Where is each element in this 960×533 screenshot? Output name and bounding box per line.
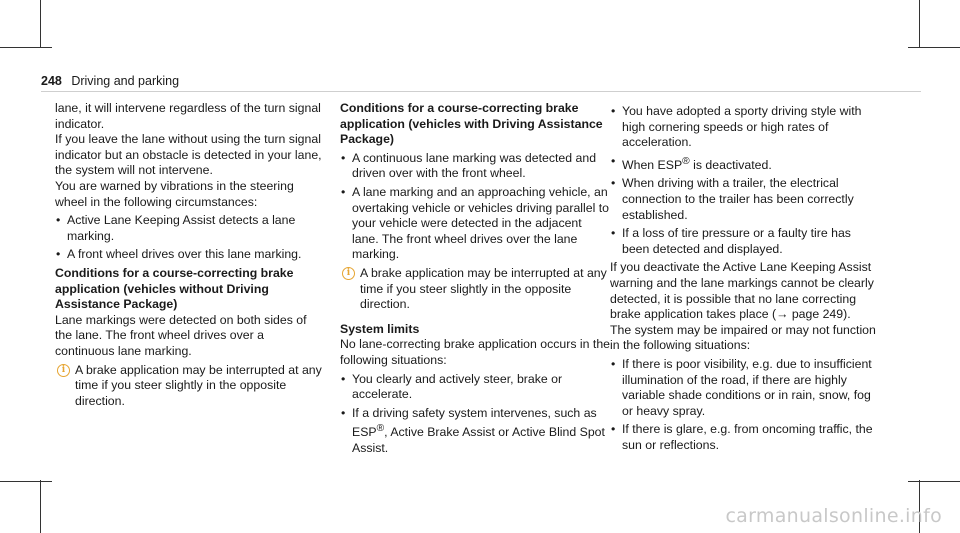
list-item: • A continuous lane marking was detected and driven over with the front wheel.: [340, 151, 610, 182]
paragraph: You are warned by vibrations in the steering wheel in the following circumstances:: [55, 178, 294, 209]
section-heading: System limits: [340, 321, 420, 336]
registered-mark: ®: [376, 423, 385, 435]
crop-mark: [0, 481, 52, 482]
info-icon: i: [342, 267, 355, 280]
bullet-list: [55, 213, 325, 263]
paragraph: No lane-correcting brake application occurs in the following situations:: [340, 337, 610, 367]
list-item-text: is deactivated.: [689, 157, 772, 172]
crop-mark: [919, 0, 920, 48]
crop-mark: [0, 47, 52, 48]
paragraph: The system may be impaired or may not function in the following situations:: [610, 322, 876, 353]
paragraph: Lane markings were detected on both sides of the lane. The front wheel drives over a continuous lane marking.: [55, 312, 307, 358]
column-right: [610, 101, 880, 457]
bullet-list: [610, 357, 880, 454]
page-header: [41, 74, 179, 88]
note-text: A brake application may be interrupted at any time if you steer slightly in the opposite direction.: [75, 362, 322, 408]
list-item: • Active Lane Keeping Assist detects a lane marking.: [55, 213, 325, 244]
paragraph-text: ).: [843, 307, 851, 322]
paragraph-text: If you deactivate the Active Lane Keeping Assist warning and the lane markings cannot be clearly detected, it is possible that no lane correcting brake application takes place (: [610, 260, 874, 322]
page-reference-link[interactable]: page 249: [788, 307, 844, 322]
column-left: [55, 101, 325, 412]
list-item: • If a loss of tire pressure or a faulty tire has been detected and displayed.: [610, 226, 880, 257]
bullet-list: [340, 372, 610, 457]
crop-mark: [40, 0, 41, 48]
arrow-icon: →: [776, 307, 789, 322]
list-item-text: , Active Brake Assist or Active Blind Spot Assist.: [352, 425, 605, 455]
paragraph: [610, 260, 880, 322]
list-item: [610, 154, 880, 174]
page-number: 248: [41, 74, 62, 88]
list-item: • When driving with a trailer, the electrical connection to the trailer has been correctly established.: [610, 176, 880, 223]
list-item-text: When ESP: [622, 157, 683, 172]
paragraph: lane, it will intervene regardless of the turn signal indicator.: [55, 101, 321, 131]
crop-mark: [908, 481, 960, 482]
bullet-list: [340, 151, 610, 263]
note: [55, 363, 325, 410]
list-item: • If there is glare, e.g. from oncoming traffic, the sun or reflections.: [610, 422, 880, 453]
header-divider: [41, 91, 921, 92]
crop-mark: [40, 480, 41, 533]
info-icon: i: [57, 364, 70, 377]
bullet-list: [610, 104, 880, 257]
list-item: • A front wheel drives over this lane marking.: [55, 247, 325, 263]
list-item-text: If a driving safety system intervenes, such as ESP: [352, 405, 597, 440]
list-item: • You have adopted a sporty driving style with high cornering speeds or high rates of acceleration.: [610, 104, 880, 151]
registered-mark: ®: [682, 155, 690, 167]
section-title: Driving and parking: [71, 74, 180, 88]
note-text: A brake application may be interrupted at any time if you steer slightly in the opposite direction.: [360, 265, 607, 312]
crop-mark: [908, 47, 960, 48]
watermark: carmanualsonline.info: [725, 505, 942, 527]
section-heading: Conditions for a course-correcting brake application (vehicles with Driving Assistance Package): [340, 101, 603, 147]
list-item: • You clearly and actively steer, brake or accelerate.: [340, 372, 610, 403]
list-item: • A lane marking and an approaching vehicle, an overtaking vehicle or vehicles driving parallel to your vehicle were detected in the adjacent lane. The front wheel drives over the lane marking.: [340, 185, 610, 263]
list-item: [340, 406, 610, 457]
column-middle: [340, 101, 610, 460]
paragraph: If you leave the lane without using the turn signal indicator but an obstacle is detected in your lane, the system will not intervene.: [55, 132, 322, 178]
note: [340, 266, 610, 313]
section-heading: Conditions for a course-correcting brake application (vehicles without Driving Assistance Package): [55, 265, 294, 312]
list-item: • If there is poor visibility, e.g. due to insufficient illumination of the road, if there are highly variable shade conditions or in rain, snow, fog or heavy spray.: [610, 357, 880, 419]
